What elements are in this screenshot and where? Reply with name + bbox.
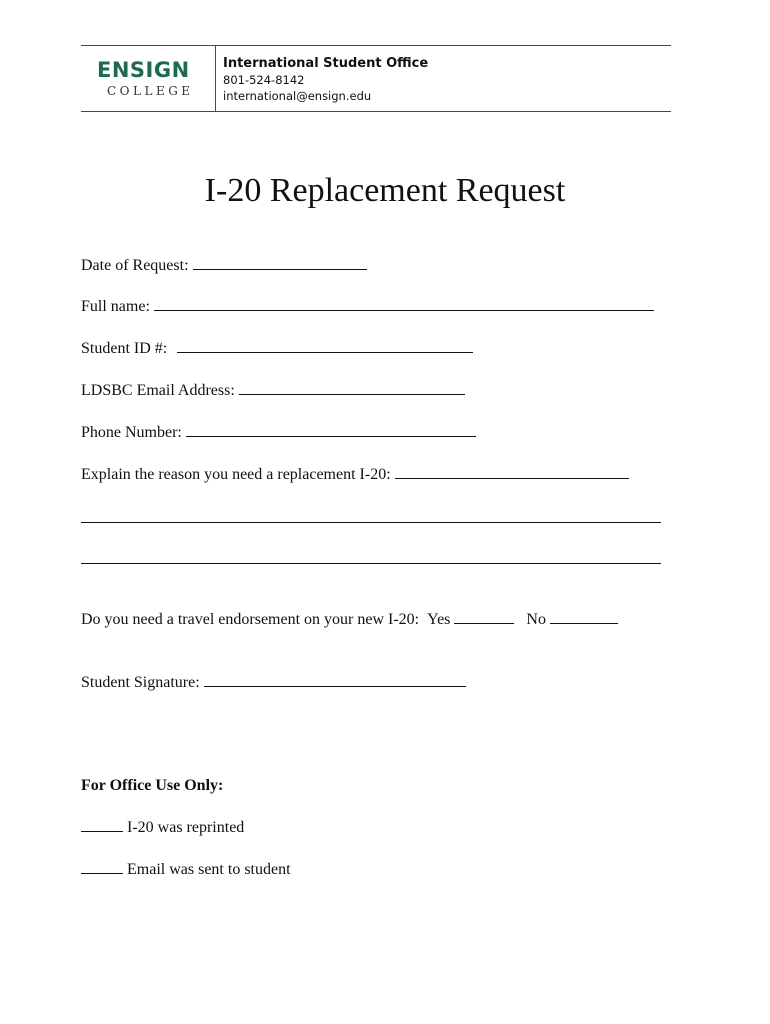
full-name-label: Full name: <box>81 298 150 315</box>
student-id-label: Student ID #: <box>81 340 168 357</box>
phone-blank[interactable] <box>186 423 476 437</box>
reason-continuation-blank-2[interactable] <box>81 550 661 564</box>
office-use-heading: For Office Use Only: <box>81 777 224 794</box>
page-title: I-20 Replacement Request <box>204 172 566 209</box>
college-logo <box>81 46 215 111</box>
office-email: international@ensign.edu <box>223 89 372 103</box>
signature-field-row <box>81 673 466 692</box>
date-blank[interactable] <box>193 256 367 270</box>
office-use-item-1 <box>81 818 244 837</box>
no-label: No <box>526 611 546 628</box>
header-divider <box>215 46 216 111</box>
email-field-row <box>81 381 465 400</box>
student-id-field-row <box>81 339 473 358</box>
office-use-blank-1[interactable] <box>81 818 123 832</box>
logo-subtitle: COLLEGE <box>107 84 194 98</box>
reason-continuation-row-2 <box>81 550 661 569</box>
yes-blank[interactable] <box>454 610 514 624</box>
reason-field-row <box>81 465 629 484</box>
no-blank[interactable] <box>550 610 618 624</box>
signature-label: Student Signature: <box>81 674 200 691</box>
contact-info <box>223 55 428 104</box>
email-label: LDSBC Email Address: <box>81 382 235 399</box>
full-name-field-row <box>81 297 654 316</box>
travel-endorsement-label: Do you need a travel endorsement on your new I-20: <box>81 611 420 628</box>
reason-blank[interactable] <box>395 465 629 479</box>
office-use-blank-2[interactable] <box>81 860 123 874</box>
office-use-item-2-label: Email was sent to student <box>127 861 291 878</box>
letterhead <box>81 45 671 112</box>
office-use-item-2 <box>81 860 291 879</box>
reason-continuation-row-1 <box>81 509 661 528</box>
office-phone: 801-524-8142 <box>223 73 305 87</box>
reason-label: Explain the reason you need a replacement I-20: <box>81 466 391 483</box>
phone-label: Phone Number: <box>81 424 182 441</box>
email-blank[interactable] <box>239 381 465 395</box>
signature-blank[interactable] <box>204 673 466 687</box>
phone-field-row <box>81 423 476 442</box>
date-field-row <box>81 256 367 275</box>
reason-continuation-blank-1[interactable] <box>81 509 661 523</box>
date-label: Date of Request: <box>81 257 189 274</box>
logo-name: ENSIGN <box>97 58 190 82</box>
office-name: International Student Office <box>223 56 429 71</box>
student-id-blank[interactable] <box>177 339 473 353</box>
travel-endorsement-row <box>81 610 618 629</box>
office-use-item-1-label: I-20 was reprinted <box>127 819 245 836</box>
full-name-blank[interactable] <box>154 297 654 311</box>
yes-label: Yes <box>427 611 451 628</box>
